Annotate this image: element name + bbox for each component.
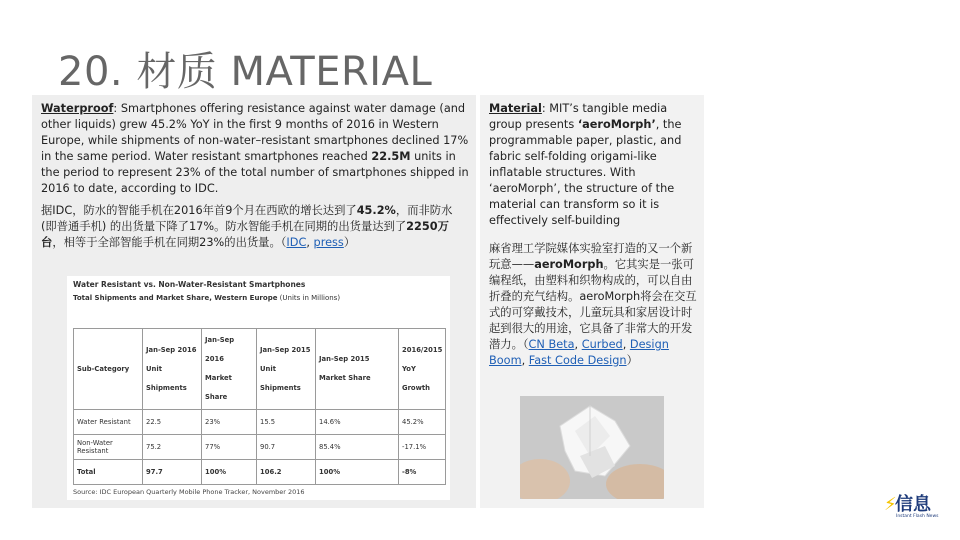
material-text-1: : MIT’s tangible media group presents [489,102,668,131]
waterproof-heading: Waterproof [41,102,114,115]
cn-bold-2: 2250万台 [41,220,449,249]
material-cn-2: 。它其实是一张可编程纸，由塑料和织物构成的，可以自由折叠的充气结构。aeroMorph将会在交互式的可穿戴技术，儿童玩具和家居设计时起到很大的用途，它具备了非常大的开发潜力。（ [489,258,697,351]
table-header-cell: Jan-Sep 2016 Market Share [202,329,257,410]
table-cell: Water Resistant [74,410,143,435]
brand-logo [884,492,939,522]
cn-bold-1: 45.2% [356,204,396,217]
table-cell: 45.2% [399,410,446,435]
waterproof-text-tail: units in the period to represent 23% of the total number of smartphones shipped in 2016 to date, according to IDC. [41,150,469,195]
table-cell: 23% [202,410,257,435]
cn-text-1: 据IDC，防水的智能手机在2016年首9个月在西欧的增长达到了 [41,204,357,217]
link-separator: , [306,236,314,249]
logo-text: 信息 [895,494,931,515]
waterproof-paragraph-en [41,101,471,197]
shipments-table [73,328,446,485]
table-row [74,410,446,435]
table-cell: 77% [202,435,257,460]
table-cell: 14.6% [316,410,399,435]
table-cell: 106.2 [257,460,316,485]
material-paragraph-cn [489,241,699,369]
table-header-cell: Jan-Sep 2015 Market Share [316,329,399,410]
table-cell: 90.7 [257,435,316,460]
table-source: Source: IDC European Quarterly Mobile Phone Tracker, November 2016 [73,488,305,496]
material-heading: Material [489,102,542,115]
link-separator: , [521,354,529,367]
lightning-icon: ⚡ [884,494,897,515]
material-cn-1: 麻省理工学院媒体实验室打造的又一个新玩意—— [489,242,693,271]
material-section [489,101,699,369]
waterproof-text: : Smartphones offering resistance against water damage (and other liquids) grew 45.2% YoY in the first 9 months of 2016 in Western Europe, while shipments of non-water–resistant smartphones declined 17% in the same period. Water resistant smartphones reached [41,102,469,163]
waterproof-section [41,101,471,251]
close-paren: ） [626,354,638,367]
table-subtitle-rest: (Units in Millions) [277,294,341,302]
designboom-link[interactable]: Design Boom [489,338,669,367]
cnbeta-link[interactable]: CN Beta [528,338,575,351]
table-header-row [74,329,446,410]
aeromorph-photo [520,396,664,499]
material-cn-bold: aeroMorph [534,258,604,271]
table-cell: 22.5 [143,410,202,435]
cn-text-3: ，相等于全部智能手机在同期23%的出货量。（ [52,236,287,249]
shipments-table-card [67,276,450,500]
table-cell: -8% [399,460,446,485]
table-cell: Total [74,460,143,485]
table-header-cell: 2016/2015 YoY Growth [399,329,446,410]
fastcodedesign-link[interactable]: Fast Code Design [528,354,627,367]
press-link[interactable]: press [313,236,344,249]
idc-link[interactable]: IDC [286,236,307,249]
table-cell: 75.2 [143,435,202,460]
paragraph-gap [489,229,699,241]
material-bold: ‘aeroMorph’ [577,118,656,131]
table-cell: 100% [316,460,399,485]
cn-text-2: ，而非防水 (即普通手机) 的出货量下降了17%。防水智能手机在同期的出货量达到了 [41,204,453,233]
logo-subtitle: Instant Flash News [896,514,939,519]
table-subtitle [73,294,340,302]
table-row [74,460,446,485]
close-paren: ） [343,236,356,249]
waterproof-paragraph-cn [41,203,471,251]
table-cell: Non-Water Resistant [74,435,143,460]
waterproof-units: 22.5M [371,150,411,163]
table-subtitle-bold: Total Shipments and Market Share, Western Europe [73,294,278,302]
material-paragraph-en [489,101,699,229]
table-cell: 85.4% [316,435,399,460]
curbed-link[interactable]: Curbed [581,338,623,351]
table-header-cell: Jan-Sep 2016 Unit Shipments [143,329,202,410]
table-header-cell: Sub-Category [74,329,143,410]
table-cell: 97.7 [143,460,202,485]
table-row [74,435,446,460]
link-separator: , [574,338,582,351]
origami-illustration [520,396,664,499]
table-cell: 100% [202,460,257,485]
material-text-2: , the programmable paper, plastic, and fabric self-folding origami-like inflatable structures. With ‘aeroMorph’, the structure of the material can transform so it is effectively self-building [489,118,682,227]
link-separator: , [622,338,630,351]
table-title: Water Resistant vs. Non-Water-Resistant Smartphones [73,280,306,289]
table-cell: -17.1% [399,435,446,460]
slide-title: 20. 材质 MATERIAL [58,49,433,95]
table-header-cell: Jan-Sep 2015 Unit Shipments [257,329,316,410]
table-cell: 15.5 [257,410,316,435]
